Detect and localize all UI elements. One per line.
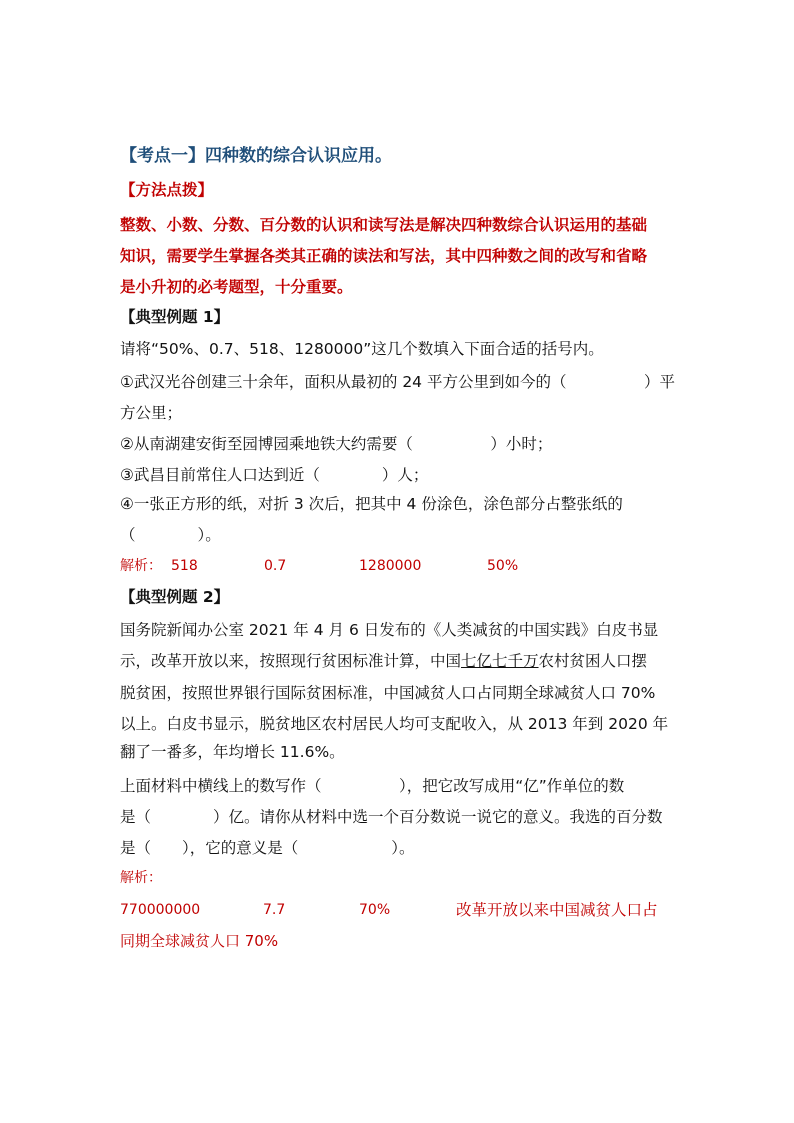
- example2-question-1: 上面材料中横线上的数写作（ ），把它改写成用“亿”作单位的数: [120, 777, 625, 795]
- example1-answer-4: 50%: [487, 558, 519, 574]
- example1-question-2: ②从南湖建安街至园博园乘地铁大约需要（ ）小时；: [120, 435, 553, 453]
- example2-para-1: 国务院新闻办公室 2021 年 4 月 6 日发布的《人类减贫的中国实践》白皮书显: [120, 621, 659, 639]
- example2-para-4: 以上。白皮书显示，脱贫地区农村居民人均可支配收入，从 2013 年到 2020 年: [120, 715, 669, 733]
- example1-answer-2: 0.7: [264, 558, 287, 574]
- example1-question-1b: 方公里；: [120, 404, 183, 422]
- example1-intro: 请将“50%、0.7、518、1280000”这几个数填入下面合适的括号内。: [120, 340, 604, 358]
- method-line-2: 知识，需要学生掌握各类其正确的读法和写法，其中四种数之间的改写和省略: [120, 247, 648, 265]
- method-line-3: 是小升初的必考题型，十分重要。: [120, 278, 353, 296]
- example2-answer-4: 改革开放以来中国减贫人口占: [456, 901, 658, 919]
- example2-answer-label: 解析：: [120, 870, 162, 886]
- example2-para-3: 脱贫困，按照世界银行国际贫困标准，中国减贫人口占同期全球减贫人口 70%: [120, 684, 656, 702]
- example1-answer-1: 518: [171, 558, 198, 574]
- example2-title: 【典型例题 2】: [120, 588, 230, 606]
- example1-question-4a: ④一张正方形的纸，对折 3 次后，把其中 4 份涂色，涂色部分占整张纸的: [120, 495, 623, 513]
- example2-answer-2: 7.7: [263, 902, 286, 918]
- underlined-number-text: 七亿七千万: [461, 652, 539, 670]
- example1-answer-3: 1280000: [359, 558, 422, 574]
- section-heading: 【考点一】四种数的综合认识应用。: [120, 146, 392, 166]
- example2-para-2-after: 农村贫困人口摆: [538, 652, 648, 670]
- example2-answer-cont: 同期全球减贫人口 70%: [120, 932, 279, 950]
- example1-answer-label: 解析：: [120, 558, 162, 574]
- example2-answer-1: 770000000: [120, 902, 201, 918]
- example2-para-5: 翻了一番多，年均增长 11.6%。: [120, 743, 345, 761]
- example1-question-3: ③武昌目前常住人口达到近（ ）人；: [120, 466, 429, 484]
- example2-para-2-before: 示，改革开放以来，按照现行贫困标准计算，中国: [120, 652, 462, 670]
- method-line-1: 整数、小数、分数、百分数的认识和读写法是解决四种数综合认识运用的基础: [120, 216, 648, 234]
- example1-question-1a: ①武汉光谷创建三十余年，面积从最初的 24 平方公里到如今的（ ）平: [120, 373, 675, 391]
- method-title: 【方法点拨】: [120, 181, 214, 199]
- example2-question-3: 是（ ），它的意义是（ ）。: [120, 839, 415, 857]
- example2-answer-3: 70%: [359, 902, 391, 918]
- example1-question-4b: （ ）。: [120, 526, 221, 544]
- example2-question-2: 是（ ）亿。请你从材料中选一个百分数说一说它的意义。我选的百分数: [120, 808, 663, 826]
- example1-title: 【典型例题 1】: [120, 308, 230, 326]
- example2-para-2: [120, 651, 647, 671]
